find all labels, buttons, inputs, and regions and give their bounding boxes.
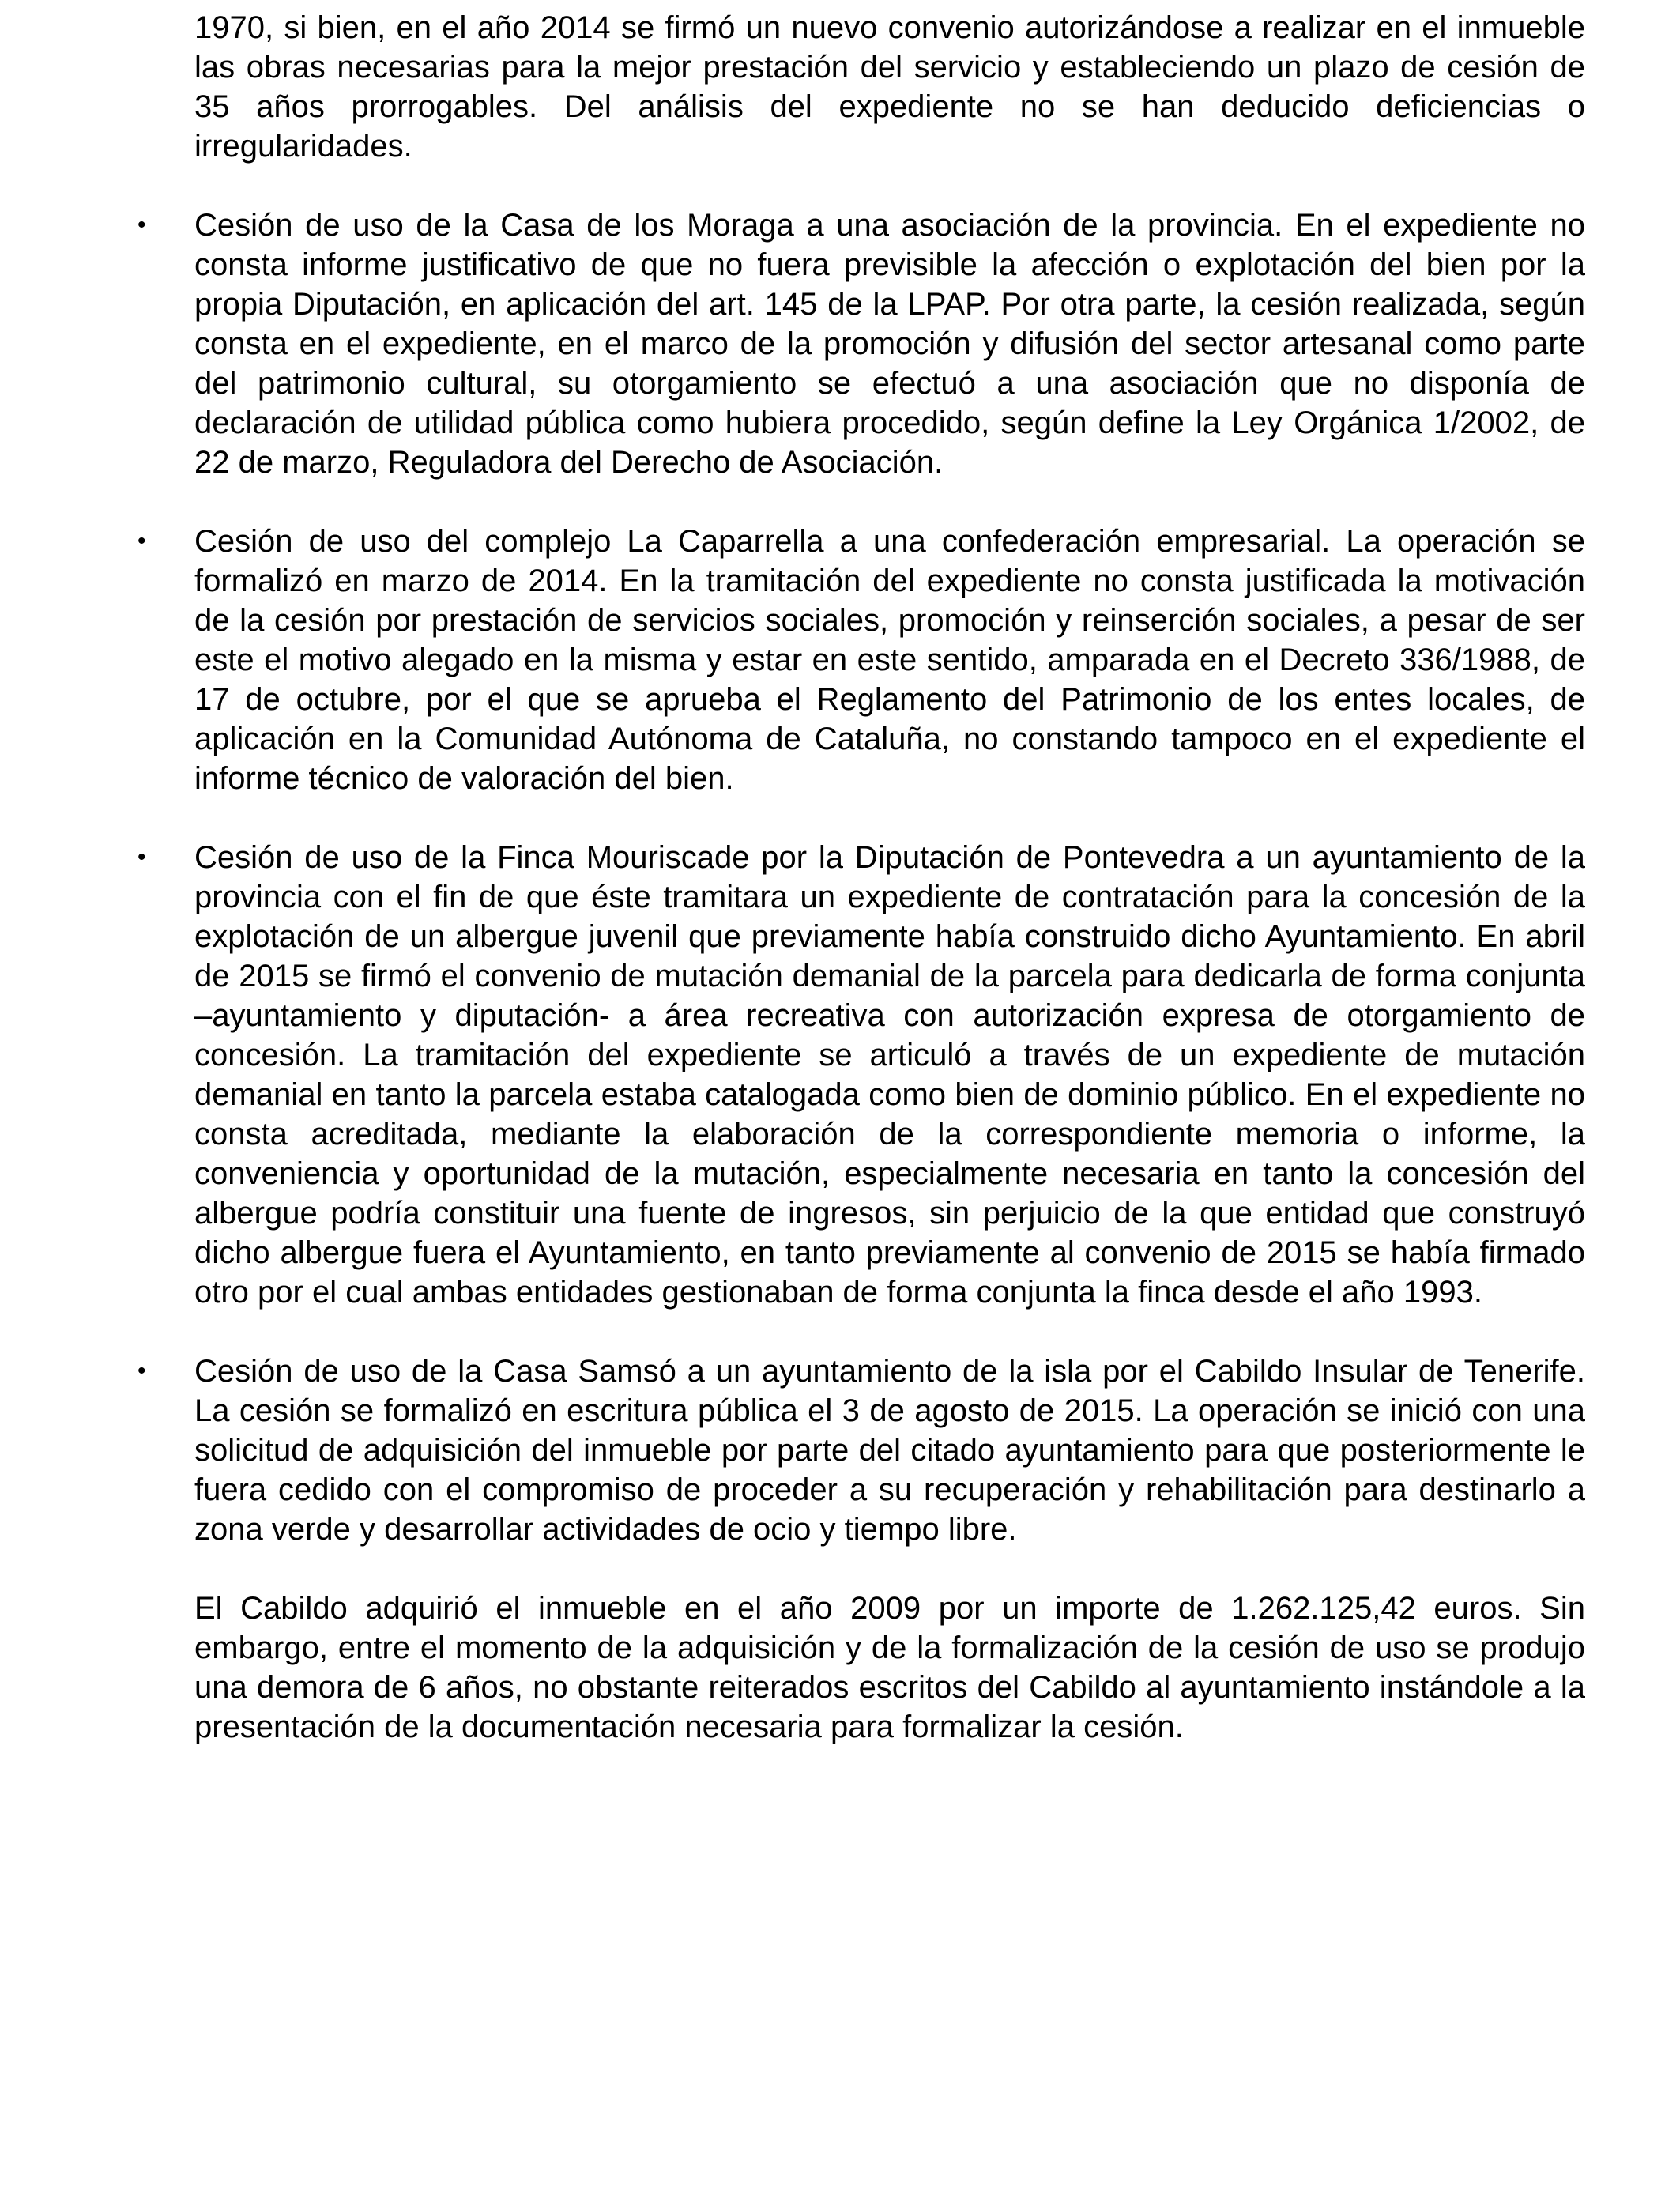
list-item-text: Cesión de uso de la Finca Mouriscade por la Diputación de Pontevedra a un ayuntamiento de la provincia con el fin de que éste tramitara un expediente de contratación para la concesión de la explotación de un albergue juvenil que previamente había construido dicho Ayuntamiento. En abril de 2015 se firmó el convenio de mutación demanial de la parcela para dedicarla de forma conjunta –ayuntamiento y diputación- a área recreativa con autorización expresa de otorgamiento de concesión. La tramitación del expediente se articuló a través de un expediente de mutación demanial en tanto la parcela estaba catalogada como bien de dominio público. En el expediente no consta acreditada, mediante la elaboración de la correspondiente memoria o informe, la conveniencia y oportunidad de la mutación, especialmente necesaria en tanto la concesión del albergue podría constituir una fuente de ingresos, sin perjuicio de la que entidad que construyó dicho albergue fuera el Ayuntamiento, en tanto previamente al convenio de 2015 se había firmado otro por el cual ambas entidades gestionaban de forma conjunta la finca desde el año 1993. xyxy=(194,840,1585,1310)
list-item xyxy=(137,522,1585,798)
list-item-text: Cesión de uso de la Casa de los Moraga a una asociación de la provincia. En el expediente no consta informe justificativo de que no fuera previsible la afección o explotación del bien por la propia Diputación, en aplicación del art. 145 de la LPAP. Por otra parte, la cesión realizada, según consta en el expediente, en el marco de la promoción y difusión del sector artesanal como parte del patrimonio cultural, su otorgamiento se efectuó a una asociación que no disponía de declaración de utilidad pública como hubiera procedido, según define la Ley Orgánica 1/2002, de 22 de marzo, Reguladora del Derecho de Asociación. xyxy=(194,208,1585,480)
list-item xyxy=(137,1351,1585,1549)
list-item xyxy=(137,838,1585,1312)
intro-continuation-paragraph: 1970, si bien, en el año 2014 se firmó un nuevo convenio autorizándose a realizar en el inmueble las obras necesarias para la mejor prestación del servicio y estableciendo un plazo de cesión de 35 años prorrogables. Del análisis del expediente no se han deducido deficiencias o irregularidades. xyxy=(194,10,1585,164)
list-item-text: Cesión de uso de la Casa Samsó a un ayuntamiento de la isla por el Cabildo Insular de Tenerife. La cesión se formalizó en escritura pública el 3 de agosto de 2015. La operación se inició con una solicitud de adquisición del inmueble por parte del citado ayuntamiento para que posteriormente le fuera cedido con el compromiso de proceder a su recuperación y rehabilitación para destinarlo a zona verde y desarrollar actividades de ocio y tiempo libre. xyxy=(194,1354,1585,1547)
bullet-icon: • xyxy=(137,844,146,870)
bullet-icon: • xyxy=(137,1358,146,1384)
document-page xyxy=(137,8,1585,1747)
closing-paragraph: El Cabildo adquirió el inmueble en el año 2009 por un importe de 1.262.125,42 euros. Sin embargo, entre el momento de la adquisición y de la formalización de la cesión de uso se produjo una demora de 6 años, no obstante reiterados escritos del Cabildo al ayuntamiento instándole a la presentación de la documentación necesaria para formalizar la cesión. xyxy=(194,1591,1585,1744)
bullet-icon: • xyxy=(137,528,146,554)
bullet-icon: • xyxy=(137,212,146,238)
list-item-text: Cesión de uso del complejo La Caparrella a una confederación empresarial. La operación se formalizó en marzo de 2014. En la tramitación del expediente no consta justificada la motivación de la cesión por prestación de servicios sociales, promoción y reinserción sociales, a pesar de ser este el motivo alegado en la misma y estar en este sentido, amparada en el Decreto 336/1988, de 17 de octubre, por el que se aprueba el Reglamento del Patrimonio de los entes locales, de aplicación en la Comunidad Autónoma de Cataluña, no constando tampoco en el expediente el informe técnico de valoración del bien. xyxy=(194,524,1585,796)
list-item xyxy=(137,205,1585,482)
